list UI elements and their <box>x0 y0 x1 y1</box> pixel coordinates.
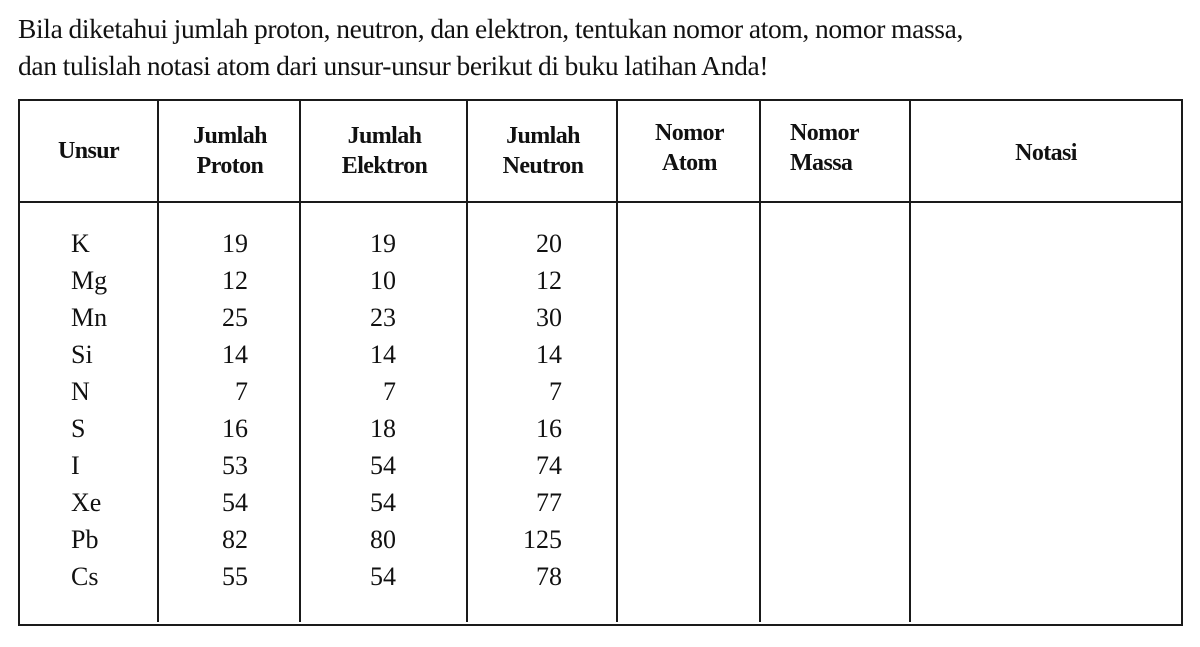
header-label-line1: Nomor <box>790 120 859 146</box>
cell-neutron: 125 <box>523 525 562 554</box>
header-unsur <box>20 101 157 201</box>
cell-elektron: 54 <box>370 451 396 480</box>
header-label-line1: Jumlah <box>506 123 580 149</box>
cell-elektron: 19 <box>370 229 396 258</box>
column-divider <box>157 101 159 201</box>
header-nomor-massa <box>761 101 911 201</box>
header-label-line1: Jumlah <box>347 123 422 149</box>
cell-proton: 19 <box>222 229 248 258</box>
cell-proton: 12 <box>222 266 248 295</box>
column-unsur <box>71 225 151 595</box>
cell-unsur: Mg <box>71 266 108 295</box>
cell-unsur: Cs <box>71 562 99 591</box>
header-label-line2: Neutron <box>502 153 584 179</box>
header-jumlah-proton <box>159 101 301 201</box>
cell-elektron: 80 <box>370 525 396 554</box>
atom-table <box>18 99 1183 626</box>
cell-proton: 25 <box>222 303 248 332</box>
cell-neutron: 16 <box>536 414 562 443</box>
header-nomor-atom <box>618 101 761 201</box>
cell-proton: 82 <box>222 525 248 554</box>
header-label-line2: Elektron <box>341 153 428 179</box>
column-nomor-massa <box>763 225 907 595</box>
cell-neutron: 78 <box>536 562 562 591</box>
cell-unsur: N <box>71 377 90 406</box>
cell-unsur: Xe <box>71 488 102 517</box>
column-nomor-atom <box>620 225 757 595</box>
cell-neutron: 20 <box>536 229 562 258</box>
cell-neutron: 30 <box>536 303 562 332</box>
instruction-line-1: Bila diketahui jumlah proton, neutron, dan elektron, tentukan nomor atom, nomor massa, <box>18 13 964 44</box>
column-divider <box>909 201 911 622</box>
header-jumlah-elektron <box>301 101 468 201</box>
cell-unsur: S <box>71 414 86 443</box>
instruction-line-2: dan tulislah notasi atom dari unsur-unsur berikut di buku latihan Anda! <box>18 50 769 81</box>
header-label-line1: Nomor <box>655 120 724 146</box>
cell-unsur: Si <box>71 340 93 369</box>
cell-neutron: 74 <box>536 451 562 480</box>
cell-elektron: 23 <box>370 303 396 332</box>
column-divider <box>466 201 468 622</box>
cell-proton: 54 <box>222 488 248 517</box>
cell-elektron: 14 <box>370 340 396 369</box>
cell-unsur: I <box>71 451 80 480</box>
column-notasi <box>913 225 1179 595</box>
column-divider <box>299 101 301 201</box>
cell-elektron: 10 <box>370 266 396 295</box>
column-divider <box>616 101 618 201</box>
header-label-line1: Jumlah <box>193 123 267 149</box>
column-divider <box>909 101 911 201</box>
column-divider <box>616 201 618 622</box>
cell-proton: 7 <box>235 377 248 406</box>
column-jumlah-proton <box>190 225 248 595</box>
column-divider <box>299 201 301 622</box>
cell-elektron: 54 <box>370 488 396 517</box>
header-label: Notasi <box>1015 140 1077 166</box>
cell-neutron: 7 <box>549 377 562 406</box>
column-divider <box>759 201 761 622</box>
cell-unsur: Mn <box>71 303 108 332</box>
column-divider <box>759 101 761 201</box>
cell-elektron: 18 <box>370 414 396 443</box>
cell-proton: 14 <box>222 340 248 369</box>
header-jumlah-neutron <box>468 101 618 201</box>
header-label-line2: Massa <box>790 150 853 176</box>
column-divider <box>466 101 468 201</box>
instruction-text <box>18 10 1188 84</box>
header-label-line2: Proton <box>196 153 264 179</box>
cell-neutron: 14 <box>536 340 562 369</box>
cell-elektron: 54 <box>370 562 396 591</box>
column-jumlah-elektron <box>330 225 396 595</box>
header-notasi <box>911 101 1181 201</box>
cell-proton: 53 <box>222 451 248 480</box>
cell-unsur: K <box>71 229 90 258</box>
cell-elektron: 7 <box>383 377 396 406</box>
cell-proton: 55 <box>222 562 248 591</box>
column-divider <box>157 201 159 622</box>
header-label: Unsur <box>57 138 120 164</box>
cell-unsur: Pb <box>71 525 99 554</box>
cell-proton: 16 <box>222 414 248 443</box>
header-divider <box>20 201 1181 203</box>
cell-neutron: 77 <box>536 488 562 517</box>
cell-neutron: 12 <box>536 266 562 295</box>
column-jumlah-neutron <box>480 225 562 595</box>
header-label-line2: Atom <box>662 150 717 176</box>
